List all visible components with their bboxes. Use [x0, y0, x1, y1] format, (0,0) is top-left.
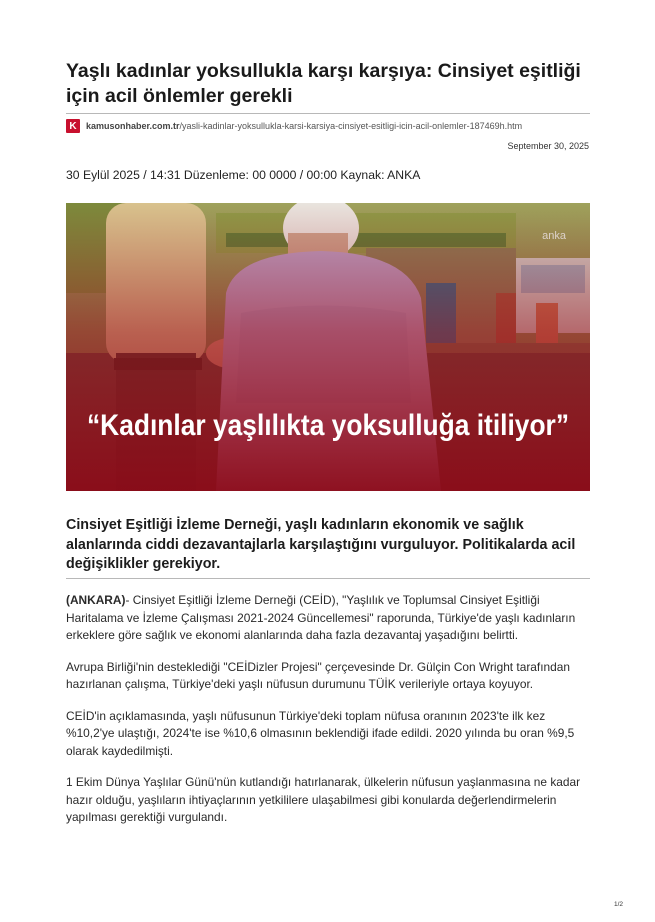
print-date: September 30, 2025: [507, 141, 589, 151]
image-caption-overlay: “Kadınlar yaşlılıkta yoksulluğa itiliyor”: [87, 409, 569, 442]
dateline: (ANKARA): [66, 593, 126, 607]
site-logo-icon: K: [66, 119, 80, 133]
article-hero-image: [66, 203, 590, 491]
paragraph-1-text: - Cinsiyet Eşitliği İzleme Derneği (CEİD), "Yaşlılık ve Toplumsal Cinsiyet Eşitliği Haritalama ve İzleme Çalışması 2021-2024 Güncellemesi" raporunda, Türkiye'de yaşlı kadınların erkeklere göre sağlık ve ekonomi alanlarında daha fazla dezavantaj yaşadığını belirtti.: [66, 593, 576, 642]
source-path: /yasli-kadinlar-yoksullukla-karsi-karsiya-cinsiyet-esitligi-icin-acil-onlemler-187469h.htm: [179, 121, 523, 131]
page-number: 1/2: [613, 901, 623, 908]
paragraph-3: CEİD'in açıklamasında, yaşlı nüfusunun Türkiye'deki toplam nüfusa oranının 2023'te ilk kez %10,2'ye ulaştığı, 2024'te ise %10,6 olmasının beklendiği ifade edildi. 2020 yılında bu oran %9,5 olarak kaydedilmişti.: [66, 708, 575, 758]
paragraph-4: 1 Ekim Dünya Yaşlılar Günü'nün kutlandığı hatırlanarak, ülkelerin nüfusun yaşlanmasına ne kadar hazır olduğu, yaşlıların ihtiyaçlarının yetkililere ulaşabilmesi gibi konularda değerlendirmelerin yapılması gerektiği vurgulandı.: [66, 775, 581, 824]
hero-photo: [66, 203, 590, 491]
lead-divider: [66, 578, 590, 579]
article-body: [66, 592, 590, 841]
title-divider: [66, 113, 590, 114]
source-domain: kamusonhaber.com.tr: [86, 121, 180, 131]
article-lead: Cinsiyet Eşitliği İzleme Derneği, yaşlı kadınların ekonomik ve sağlık alanlarında ciddi dezavantajlarla karşılaştığını vurguluyor. Politikalarda acil değişiklikler gerekiyor.: [66, 517, 576, 572]
paragraph-2: Avrupa Birliği'nin desteklediği "CEİDizler Projesi" çerçevesinde Dr. Gülçin Con Wright tarafından hazırlanan çalışma, Türkiye'deki yaşlı nüfusun durumunu TÜİK verileriyle ortaya koyuyor.: [66, 659, 570, 691]
source-url-row[interactable]: [66, 119, 522, 133]
article-meta-line: 30 Eylül 2025 / 14:31 Düzenleme: 00 0000 / 00:00 Kaynak: ANKA: [66, 168, 421, 182]
article-title: Yaşlı kadınlar yoksullukla karşı karşıya: Cinsiyet eşitliği için acil önlemler gerekli: [66, 60, 581, 107]
source-url[interactable]: [86, 121, 522, 131]
paragraph-1: [66, 592, 590, 645]
image-watermark: anka: [542, 230, 566, 242]
